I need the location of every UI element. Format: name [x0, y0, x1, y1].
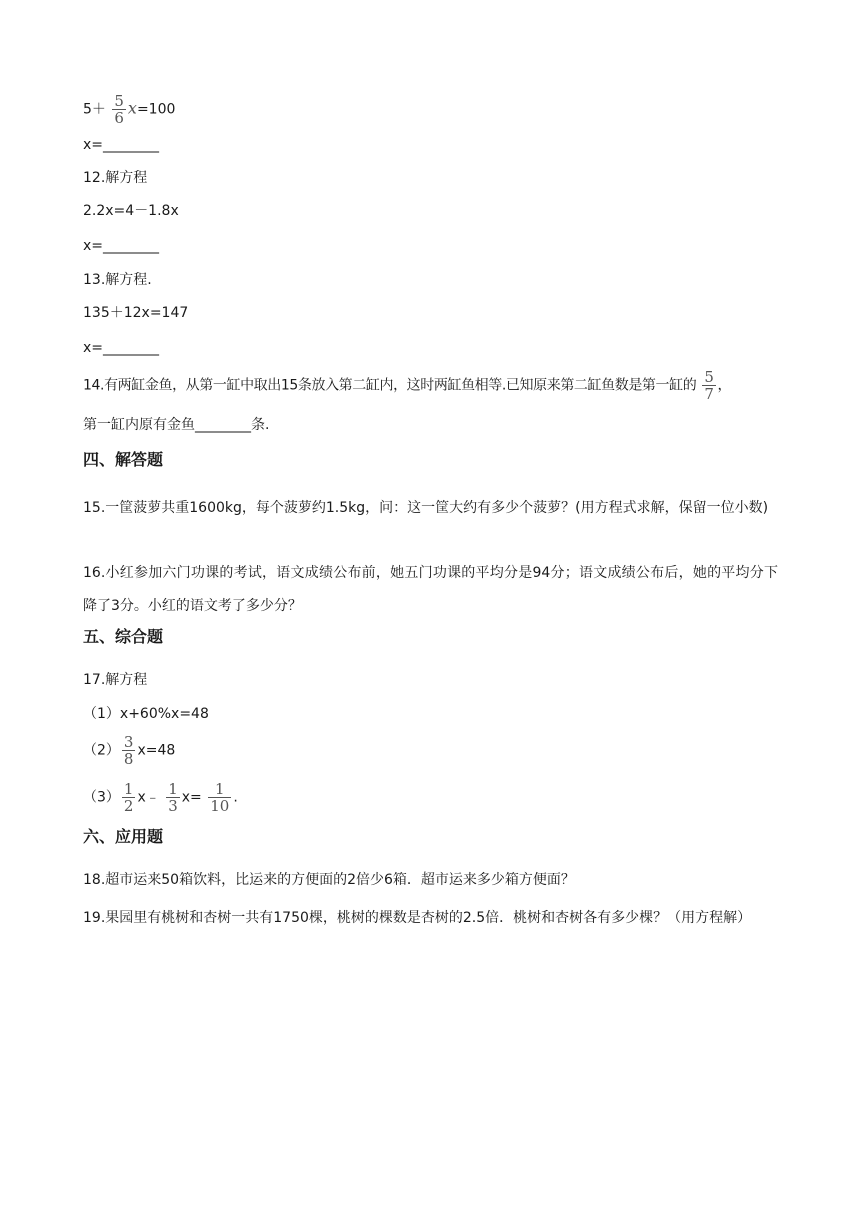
- q11-lead: 5＋: [83, 101, 106, 118]
- q13-answer: x=________: [83, 340, 160, 356]
- section-4-heading: 四、解答题: [83, 450, 164, 469]
- section-5-heading: 五、综合题: [83, 627, 164, 646]
- q11-variable: x: [127, 98, 137, 118]
- q17-part3: （3） $\frac{1}{2}$ x﹣ $\frac{1}{3}$ x= $\frac{1}{10}$ .: [83, 780, 238, 815]
- q19-text: 19.果园里有桃树和杏树一共有1750棵，桃树的棵数是杏树的2.5倍．桃树和杏树各有多少棵？（用方程解）: [83, 910, 752, 926]
- q12-equation: 2.2x=4－1.8x: [83, 203, 179, 219]
- q12-answer: x=________: [83, 238, 160, 254]
- q12-title: 12.解方程: [83, 170, 148, 186]
- q13-equation: 135＋12x=147: [83, 305, 189, 321]
- q11-answer: x=________: [83, 137, 160, 153]
- q11-fraction: $\frac{5}{6}$: [114, 92, 124, 127]
- q14-line2: 第一缸内原有金鱼________条.: [83, 417, 270, 433]
- q17-part3-fraction-2: $\frac{1}{3}$: [168, 780, 178, 815]
- q17-part2: （2） $\frac{3}{8}$ x=48: [83, 733, 176, 768]
- section-6-heading: 六、应用题: [83, 827, 164, 846]
- q14-text: 14.有两缸金鱼，从第一缸中取出15条放入第二缸内，这时两缸鱼相等.已知原来第二缸鱼数是第一缸的 $\frac{5}{7}$ ，: [83, 368, 732, 403]
- q17-part2-fraction: $\frac{3}{8}$: [123, 733, 134, 768]
- q17-title: 17.解方程: [83, 672, 148, 688]
- q17-part3-fraction-3: $\frac{1}{10}$: [210, 780, 230, 815]
- q17-part3-fraction-1: $\frac{1}{2}$: [123, 780, 134, 815]
- q17-part1: （1）x+60%x=48: [83, 706, 209, 722]
- q15-text: 15.一筐菠萝共重1600kg，每个菠萝约1.5kg，问：这一筐大约有多少个菠萝？(用方程式求解，保留一位小数): [83, 500, 769, 516]
- q13-title: 13.解方程.: [83, 272, 152, 288]
- q11-equation: [83, 93, 175, 126]
- q11-tail: =100: [136, 101, 176, 118]
- q16-text: 16.小红参加六门功课的考试，语文成绩公布前，她五门功课的平均分是94分；语文成绩公布后，她的平均分下降了3分。小红的语文考了多少分？: [83, 565, 778, 614]
- q14-fraction: $\frac{5}{7}$: [704, 368, 714, 403]
- q18-text: 18.超市运来50箱饮料，比运来的方便面的2倍少6箱．超市运来多少箱方便面？: [83, 872, 575, 888]
